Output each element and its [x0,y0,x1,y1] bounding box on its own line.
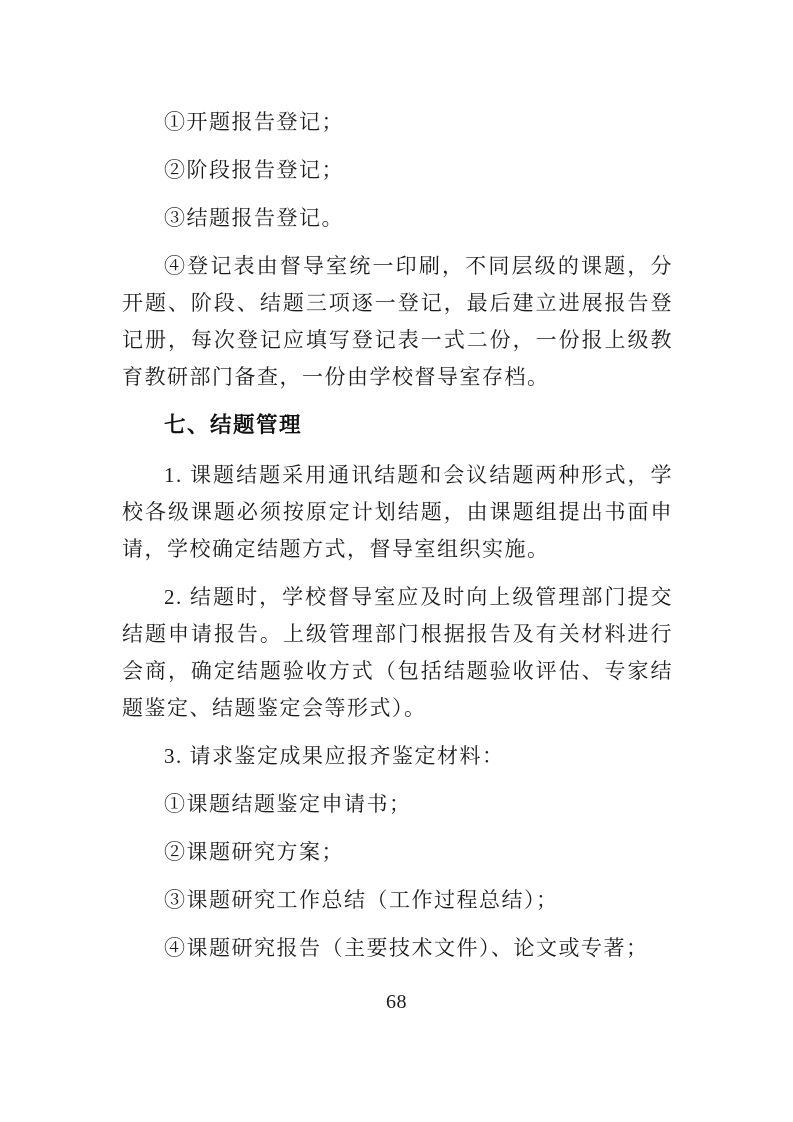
paragraph: 1. 课题结题采用通讯结题和会议结题两种形式，学校各级课题必须按原定计划结题，由课题组提出书面申请，学校确定结题方式，督导室组织实施。 [122,463,673,561]
paragraph: ①课题结题鉴定申请书； [164,792,412,816]
paragraph: ②课题研究方案； [164,840,344,864]
paragraph: ④课题研究报告（主要技术文件）、论文或专著； [164,936,649,960]
section-heading: 七、结题管理 [164,413,303,437]
paragraph: ①开题报告登记； [164,110,344,134]
paragraph: 3. 请求鉴定成果应报齐鉴定材料： [164,744,505,768]
paragraph: 2. 结题时，学校督导室应及时向上级管理部门提交结题申请报告。上级管理部门根据报告及有关材料进行会商，确定结题验收方式（包括结题验收评估、专家结题鉴定、结题鉴定会等形式）。 [122,585,673,720]
paragraph: ④登记表由督导室统一印刷，不同层级的课题，分开题、阶段、结题三项逐一登记，最后建立进展报告登记册，每次登记应填写登记表一式二份，一份报上级教育教研部门备查，一份由学校督导室存档。 [122,254,673,389]
paragraph: ③课题研究工作总结（工作过程总结）； [164,888,559,912]
paragraph: ②阶段报告登记； [164,158,344,182]
document-content [122,104,673,978]
paragraph: ③结题报告登记。 [164,206,344,230]
page-number: 68 [386,991,407,1013]
